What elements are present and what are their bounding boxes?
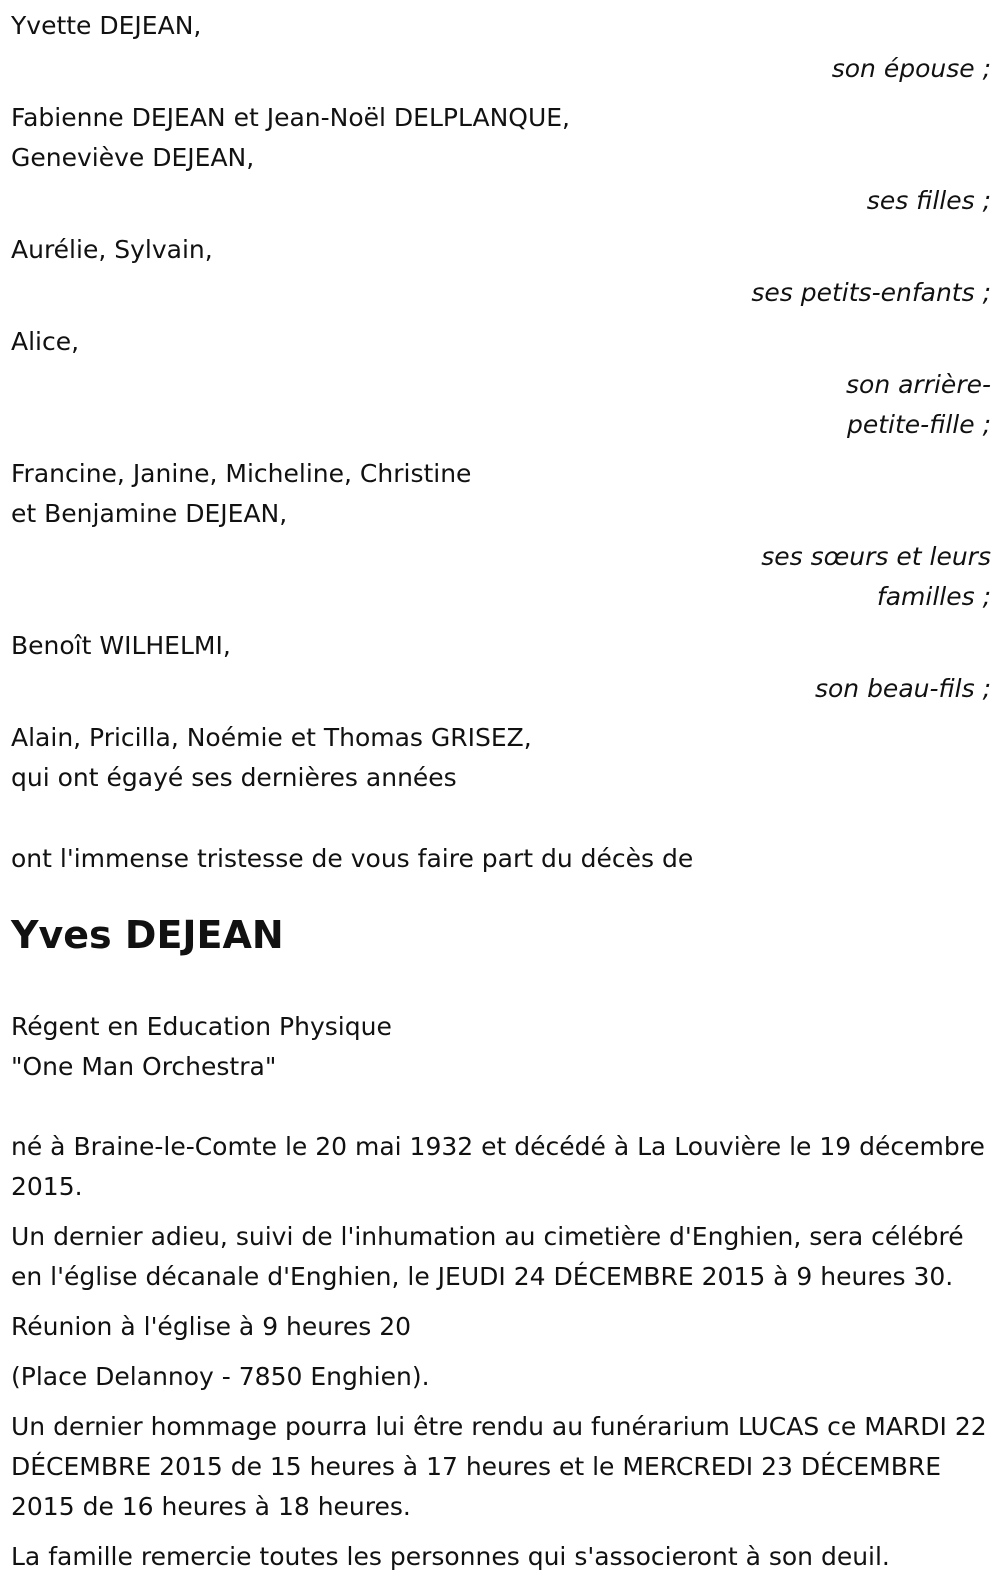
name-line: Alice,: [11, 327, 80, 356]
name-line: Alain, Pricilla, Noémie et Thomas GRISEZ,: [11, 723, 532, 752]
relation-line: son arrière-: [846, 370, 991, 399]
title-line: Régent en Education Physique: [11, 1012, 392, 1041]
family-names: [11, 626, 991, 666]
family-entry-great-granddaughter: [11, 322, 991, 445]
church-meeting-paragraph: Réunion à l'église à 9 heures 20: [11, 1312, 412, 1341]
funeral-paragraph: Un dernier adieu, suivi de l'inhumation au cimetière d'Enghien, sera célébré en l'église décanale d'Enghien, le JEUDI 24 DÉCEMBRE 2015 à 9 heures 30.: [11, 1222, 964, 1291]
obituary-notice: [11, 6, 991, 1587]
funeral-home-paragraph: Un dernier hommage pourra lui être rendu au funérarium LUCAS ce MARDI 22 DÉCEMBRE 2015 de 15 heures à 17 heures et le MERCREDI 23 DÉCEMBRE 2015 de 16 heures à 18 heures.: [11, 1412, 987, 1521]
family-entry-son-in-law: [11, 626, 991, 709]
announcement-intro: ont l'immense tristesse de vous faire part du décès de: [11, 844, 694, 873]
relation-label: [11, 273, 991, 313]
family-names: [11, 454, 991, 534]
title-line: "One Man Orchestra": [11, 1052, 277, 1081]
family-names: [11, 322, 991, 362]
name-line: et Benjamine DEJEAN,: [11, 499, 288, 528]
relation-line: son beau-fils ;: [814, 674, 991, 703]
deceased-name: Yves DEJEAN: [11, 913, 284, 957]
relation-label: [11, 181, 991, 221]
thanks-paragraph: La famille remercie toutes les personnes qui s'associeront à son deuil.: [11, 1542, 890, 1571]
deceased-titles: [11, 1007, 991, 1087]
relation-label: [11, 669, 991, 709]
family-entry-sisters: [11, 454, 991, 617]
family-names: [11, 98, 991, 178]
relation-label: [11, 537, 991, 617]
name-line: Benoît WILHELMI,: [11, 631, 231, 660]
relation-line: ses sœurs et leurs: [761, 542, 991, 571]
name-line: Francine, Janine, Micheline, Christine: [11, 459, 472, 488]
name-line: Geneviève DEJEAN,: [11, 143, 255, 172]
relation-line: son épouse ;: [831, 54, 991, 83]
family-names: [11, 6, 991, 46]
family-entry-spouse: [11, 6, 991, 89]
relation-label: [11, 49, 991, 89]
name-line: Yvette DEJEAN,: [11, 11, 202, 40]
name-line: Aurélie, Sylvain,: [11, 235, 213, 264]
family-names: [11, 718, 991, 798]
family-names: [11, 230, 991, 270]
relation-line: familles ;: [876, 582, 991, 611]
family-entry-grandchildren: [11, 230, 991, 313]
relation-line: ses petits-enfants ;: [751, 278, 991, 307]
name-line: qui ont égayé ses dernières années: [11, 763, 457, 792]
name-line: Fabienne DEJEAN et Jean-Noël DELPLANQUE,: [11, 103, 570, 132]
relation-line: petite-fille ;: [847, 410, 991, 439]
relation-label: [11, 365, 991, 445]
relation-line: ses filles ;: [866, 186, 991, 215]
church-address-paragraph: (Place Delannoy - 7850 Enghien).: [11, 1362, 430, 1391]
family-entry-grisez: [11, 718, 991, 798]
birth-death-paragraph: né à Braine-le-Comte le 20 mai 1932 et décédé à La Louvière le 19 décembre 2015.: [11, 1132, 985, 1201]
family-entry-daughters: [11, 98, 991, 221]
